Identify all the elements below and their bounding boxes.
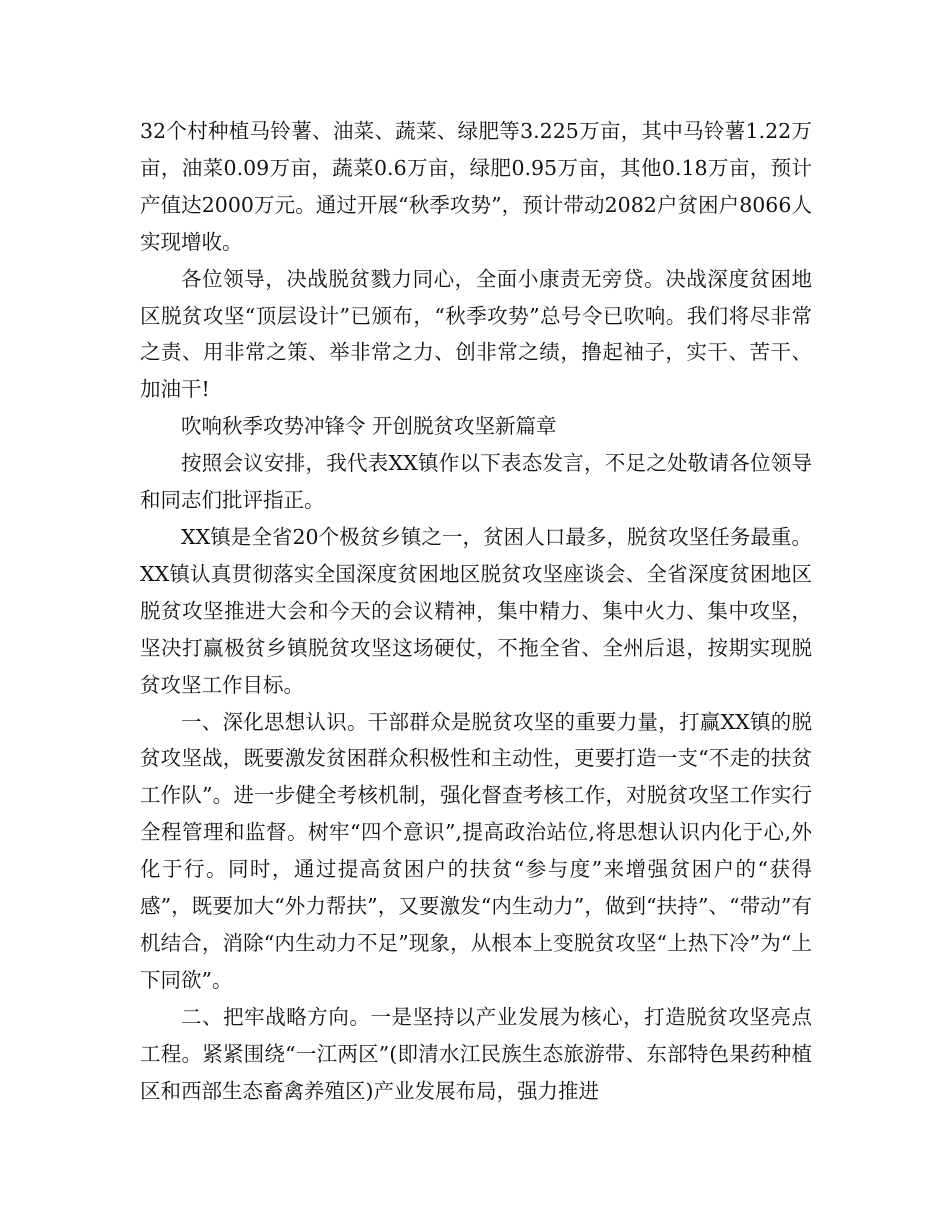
section-heading: 吹响秋季攻势冲锋令 开创脱贫攻坚新篇章	[181, 414, 557, 439]
paragraph-intro: 按照会议安排，我代表XX镇作以下表态发言，不足之处敬请各位领导和同志们批评指正。	[140, 451, 812, 513]
paragraph-continuation: 32个村种植马铃薯、油菜、蔬菜、绿肥等3.225万亩，其中马铃薯1.22万亩，油菜0.09万亩，蔬菜0.6万亩，绿肥0.95万亩，其他0.18万亩，预计产值达2000万元。通过开展“秋季攻势”，预计带动2082户贫困户8066人实现增收。	[140, 119, 812, 254]
paragraph-point-one: 一、深化思想认识。干部群众是脱贫攻坚的重要力量，打赢XX镇的脱贫攻坚战，既要激发贫困群众积极性和主动性，更要打造一支“不走的扶贫工作队”。进一步健全考核机制，强化督查考核工作，对脱贫攻坚工作实行全程管理和监督。树牢“四个意识”,提高政治站位,将思想认识内化于心,外化于行。同时，通过提高贫困户的扶贫“参与度”来增强贫困户的“获得感”，既要加大“外力帮扶”，又要激发“内生动力”，做到“扶持”、“带动”有机结合，消除“内生动力不足”现象，从根本上变脱贫攻坚“上热下冷”为“上下同欲”。	[140, 709, 812, 992]
document-body	[140, 113, 812, 1109]
paragraph-town-overview: XX镇是全省20个极贫乡镇之一，贫困人口最多，脱贫攻坚任务最重。XX镇认真贯彻落实全国深度贫困地区脱贫攻坚座谈会、全省深度贫困地区脱贫攻坚推进大会和今天的会议精神，集中精力、集中火力、集中攻坚，坚决打赢极贫乡镇脱贫攻坚这场硬仗，不拖全省、全州后退，按期实现脱贫攻坚工作目标。	[140, 524, 812, 697]
paragraph-closing-remarks: 各位领导，决战脱贫戮力同心，全面小康责无旁贷。决战深度贫困地区脱贫攻坚“顶层设计”已颁布，“秋季攻势”总号令已吹响。我们将尽非常之责、用非常之策、举非常之力、创非常之绩，撸起袖子，实干、苦干、加油干!	[140, 266, 812, 402]
paragraph-point-two: 二、把牢战略方向。一是坚持以产业发展为核心，打造脱贫攻坚亮点工程。紧紧围绕“一江两区”(即清水江民族生态旅游带、东部特色果药种植区和西部生态畜禽养殖区)产业发展布局，强力推进	[140, 1004, 812, 1103]
